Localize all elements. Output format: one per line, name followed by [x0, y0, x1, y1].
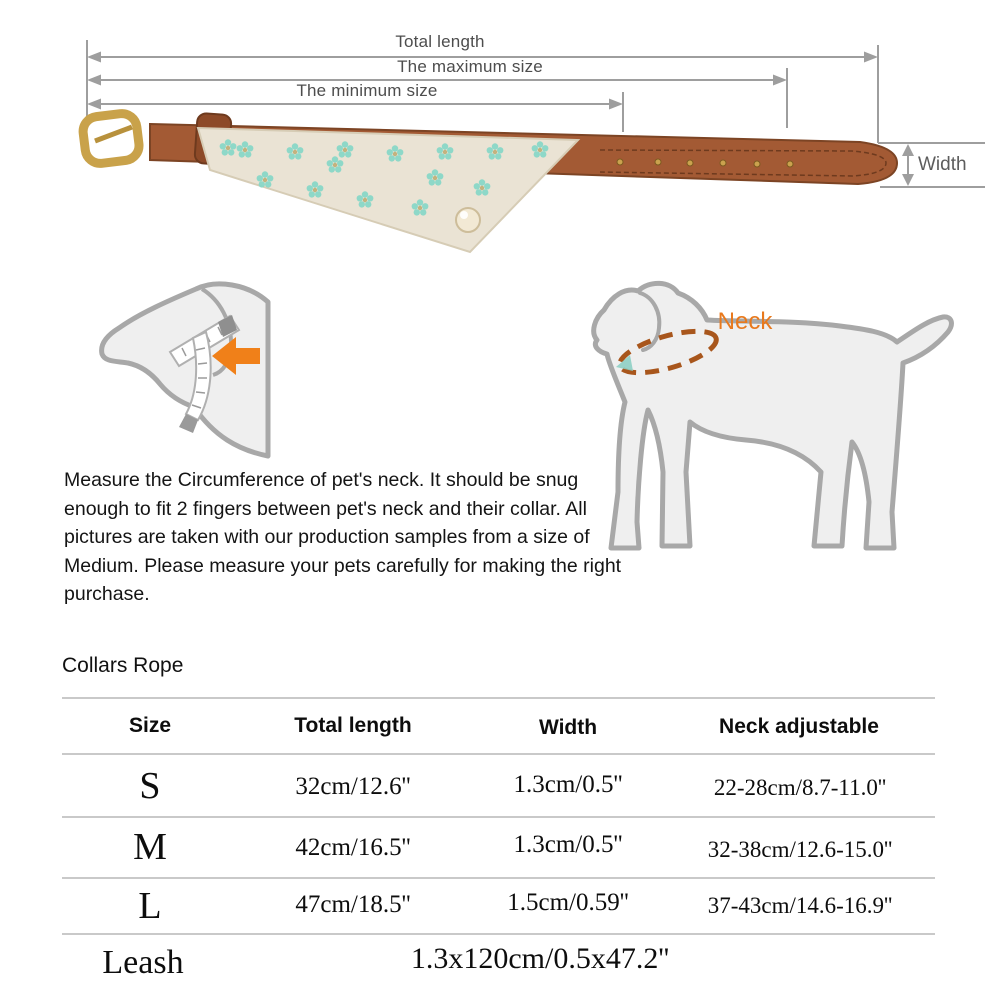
minimum-size-label: The minimum size	[296, 81, 438, 100]
table-title: Collars Rope	[62, 654, 184, 677]
header-neck-adjustable: Neck adjustable	[719, 715, 879, 738]
row-m-width: 1.3cm/0.5''	[513, 831, 623, 858]
maximum-size-label: The maximum size	[397, 57, 543, 76]
row-s-total-length: 32cm/12.6''	[295, 773, 411, 800]
row-l-neck: 37-43cm/14.6-16.9''	[707, 893, 893, 918]
pearl-button	[456, 208, 480, 232]
row-leash-value: 1.3x120cm/0.5x47.2''	[410, 942, 670, 975]
row-m-total-length: 42cm/16.5''	[295, 834, 411, 861]
table-divider	[62, 933, 935, 935]
row-m-size: M	[133, 826, 167, 868]
collar-photo	[81, 112, 897, 252]
row-s-width: 1.3cm/0.5''	[513, 771, 623, 798]
header-size: Size	[128, 714, 172, 737]
bandana-fabric	[198, 128, 578, 252]
row-leash-label: Leash	[102, 944, 184, 981]
table-divider	[62, 753, 935, 755]
row-s-size: S	[139, 765, 161, 807]
width-label: Width	[918, 154, 967, 175]
total-length-label: Total length	[395, 32, 485, 51]
table-divider	[62, 816, 935, 818]
row-m-neck: 32-38cm/12.6-15.0''	[707, 837, 893, 862]
row-l-width: 1.5cm/0.59''	[507, 889, 629, 916]
dog-head-illustration	[102, 284, 268, 456]
header-total-length: Total length	[294, 714, 412, 737]
table-divider	[62, 697, 935, 699]
header-width: Width	[538, 716, 598, 739]
neck-label: Neck	[717, 308, 773, 335]
buckle-icon	[81, 112, 140, 165]
measuring-instructions: Measure the Circumference of pet's neck. It should be snug enough to fit 2 fingers between pet's neck and their collar. All pictures are taken with our production samples from a size of Medium. Please measure your pets carefully for making the right purchase.	[64, 469, 622, 605]
row-l-total-length: 47cm/18.5''	[295, 891, 411, 918]
row-s-neck: 22-28cm/8.7-11.0''	[713, 775, 887, 800]
row-l-size: L	[138, 885, 162, 927]
table-divider	[62, 877, 935, 879]
